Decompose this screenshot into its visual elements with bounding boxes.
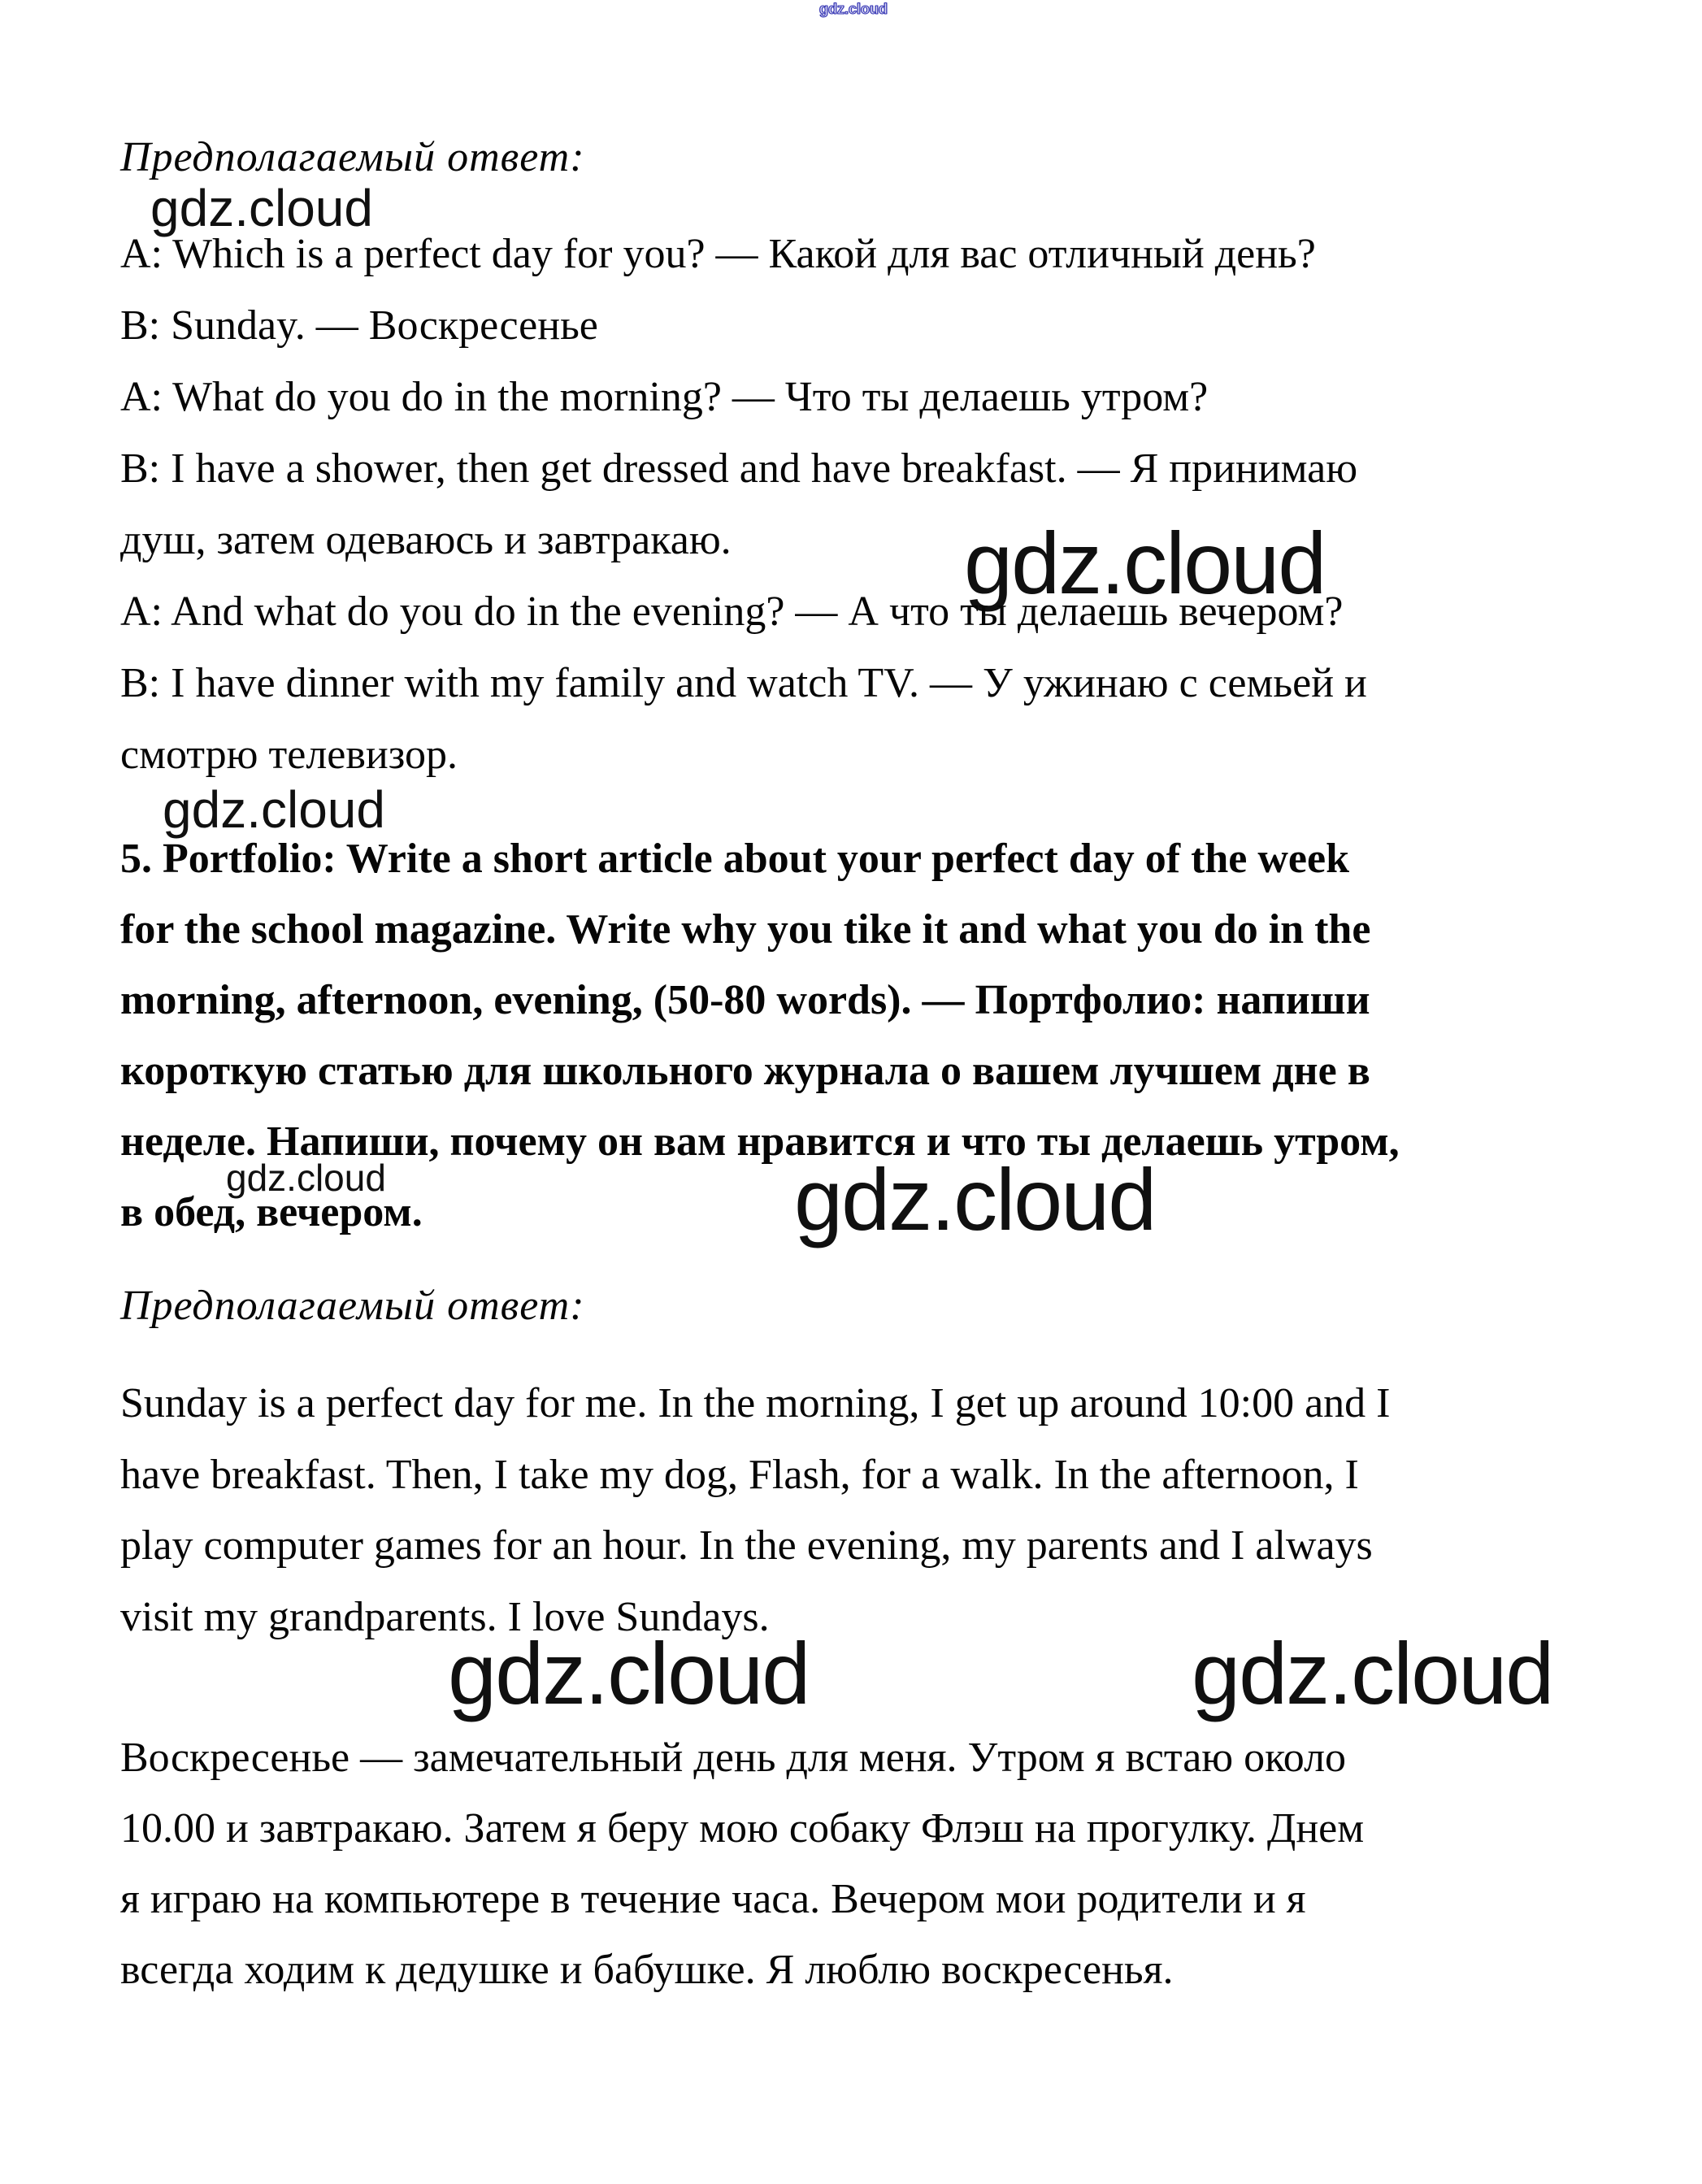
task-line: неделе. Напиши, почему он вам нравится и что ты делаешь утром, xyxy=(120,1118,1400,1165)
dialogue-line: душ, затем одеваюсь и завтракаю. xyxy=(120,517,732,563)
dialogue-line: A: Which is a perfect day for you? — Какой для вас отличный день? xyxy=(120,231,1316,277)
dialogue-line: B: I have dinner with my family and watch TV. — У ужинаю с семьей и xyxy=(120,660,1367,706)
answer-line-russian: 10.00 и завтракаю. Затем я беру мою собаку Флэш на прогулку. Днем xyxy=(120,1805,1365,1852)
dialogue-line: A: And what do you do in the evening? — А что ты делаешь вечером? xyxy=(120,588,1344,635)
task-line: в обед, вечером. xyxy=(120,1189,423,1235)
suggested-answer-heading: Предполагаемый ответ: xyxy=(120,1283,585,1329)
dialogue-line: B: Sunday. — Воскресенье xyxy=(120,302,598,349)
answer-line-russian: Воскресенье — замечательный день для меня. Утром я встаю около xyxy=(120,1735,1347,1781)
task-line: короткую статью для школьного журнала о вашем лучшем дне в xyxy=(120,1048,1370,1094)
answer-line-english: Sunday is a perfect day for me. In the morning, I get up around 10:00 and I xyxy=(120,1380,1391,1426)
dialogue-line: A: What do you do in the morning? — Что ты делаешь утром? xyxy=(120,374,1209,420)
gdz-cloud-watermark: gdz.cloud xyxy=(964,514,1326,612)
answer-line-russian: я играю на компьютере в течение часа. Вечером мои родители и я xyxy=(120,1876,1306,1922)
task-line: 5. Portfolio: Write a short article about your perfect day of the week xyxy=(120,836,1350,882)
task-line: morning, afternoon, evening, (50-80 words). — Портфолио: напиши xyxy=(120,977,1370,1023)
answer-line-english: visit my grandparents. I love Sundays. xyxy=(120,1594,770,1640)
answer-line-english: have breakfast. Then, I take my dog, Flash, for a walk. In the afternoon, I xyxy=(120,1452,1359,1498)
gdz-cloud-watermark: gdz.cloud xyxy=(819,1,888,17)
task-line: for the school magazine. Write why you tike it and what you do in the xyxy=(120,906,1371,953)
gdz-cloud-watermark: gdz.cloud xyxy=(794,1150,1156,1248)
gdz-cloud-watermark: gdz.cloud xyxy=(163,780,385,839)
gdz-cloud-watermark: gdz.cloud xyxy=(1192,1624,1553,1722)
dialogue-line: B: I have a shower, then get dressed and have breakfast. — Я принимаю xyxy=(120,445,1358,492)
gdz-cloud-watermark: gdz.cloud xyxy=(448,1624,810,1722)
gdz-cloud-watermark: gdz.cloud xyxy=(150,179,373,237)
answer-line-russian: всегда ходим к дедушке и бабушке. Я люблю воскресенья. xyxy=(120,1947,1174,1993)
dialogue-line: смотрю телевизор. xyxy=(120,732,458,778)
gdz-cloud-watermark: gdz.cloud xyxy=(226,1157,386,1199)
answer-line-english: play computer games for an hour. In the evening, my parents and I always xyxy=(120,1522,1373,1569)
suggested-answer-heading: Предполагаемый ответ: xyxy=(120,134,585,180)
